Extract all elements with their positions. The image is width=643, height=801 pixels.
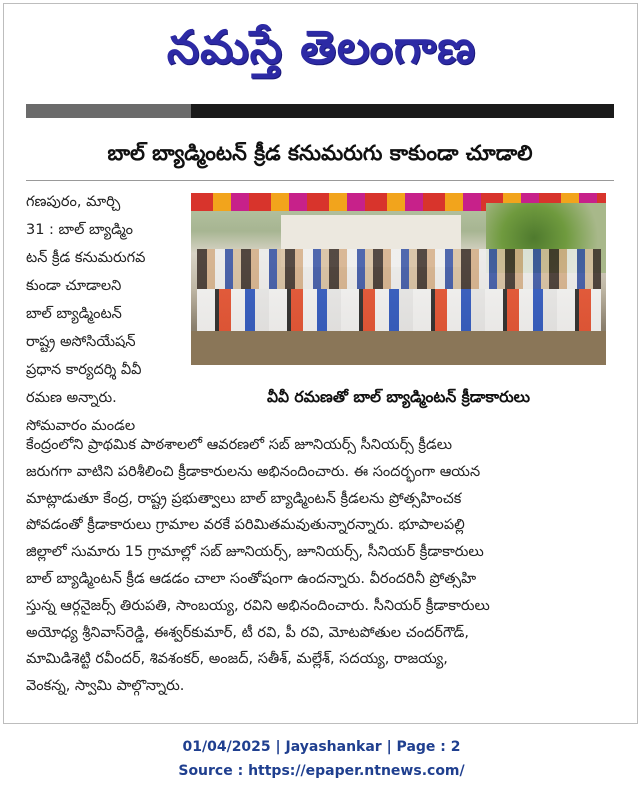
text-line: కేంద్రంలోని ప్రాథమిక పాఠశాలలో ఆవరణలో సబ్ జూనియర్స్ సీనియర్స్ క్రీడలు (26, 437, 452, 453)
photo-caption: వీవీ రమణతో బాల్ బ్యాడ్మింటన్ క్రీడాకారులు (266, 388, 530, 406)
text-line: స్తున్న ఆర్గనైజర్స్ తిరుపతి, సాంబయ్య, రవిని అభినందించారు. సీనియర్ క్రీడాకారులు (26, 597, 490, 614)
photo-standing-people (197, 249, 601, 289)
text-line: బాల్ బ్యాడ్మింటన్ క్రీడ ఆడడం చాలా సంతోషంగా ఉందన్నారు. వీరందరినీ ప్రోత్సహి (26, 570, 477, 587)
photo-ground (191, 331, 606, 365)
text-line: బాల్ బ్యాడ్మింటన్ (26, 306, 122, 322)
text-line: అయోధ్య శ్రీనివాస్‌రెడ్డి, ఈశ్వర్‌కుమార్, టీ రవి, పీ రవి, మోటపోతుల చందర్‌గౌడ్, (26, 624, 469, 641)
text-line: వెంకన్న, స్వామి పాల్గొన్నారు. (26, 678, 185, 695)
masthead-rule-left (26, 104, 191, 118)
footer-date-edition: 01/04/2025 | Jayashankar | Page : 2 (182, 739, 461, 755)
footer-source-link[interactable]: Source : https://epaper.ntnews.com/ (178, 763, 465, 779)
text-line: ప్రధాన కార్యదర్శి వీవీ (26, 362, 142, 378)
text-line: రమణ అన్నారు. (26, 390, 117, 406)
newspaper-masthead: నమస్తే తెలంగాణ (166, 20, 477, 74)
article-body (26, 432, 614, 700)
article-headline: బాల్ బ్యాడ్మింటన్ క్రీడ కనుమరుగు కాకుండా చూడాలి (107, 141, 533, 165)
masthead-rule-right (191, 104, 614, 118)
text-line: టన్ క్రీడ కనుమరుగవ (26, 250, 146, 266)
headline-divider (26, 180, 614, 181)
text-line: జరుగగా వాటిని పరిశీలించి క్రీడాకారులను అభినందించారు. ఈ సందర్భంగా ఆయన (26, 463, 481, 480)
text-line: 31 : బాల్ బ్యాడ్మిం (26, 222, 134, 238)
text-line: రాష్ట్ర అసోసియేషన్ (26, 334, 136, 350)
photo-seated-people (197, 289, 601, 333)
text-line: సోమవారం మండల (26, 418, 136, 434)
group-photo (191, 193, 606, 365)
text-line: మామిడిశెట్టి రవీందర్, శివశంకర్, అంజద్, సతీశ్, మల్లేశ్, సదయ్య, రాజయ్య, (26, 651, 448, 668)
text-line: గణపురం, మార్చి (26, 194, 121, 210)
text-line: జిల్లాలో సుమారు 15 గ్రామాల్లో సబ్ జూనియర్స్, జూనియర్స్, సీనియర్ క్రీడాకారులు (26, 544, 484, 561)
text-line: కుండా చూడాలని (26, 278, 122, 294)
source-footer (0, 735, 643, 783)
text-line: మాట్లాడుతూ కేంద్ర, రాష్ట్ర ప్రభుత్వాలు బాల్ బ్యాడ్మింటన్ క్రీడలను ప్రోత్సహించక (26, 490, 462, 507)
text-line: పోవడంతో క్రీడాకారులు గ్రామాల వరకే పరిమితమవుతున్నారన్నారు. భూపాలపల్లి (26, 517, 465, 534)
narrow-column-text (26, 188, 184, 440)
